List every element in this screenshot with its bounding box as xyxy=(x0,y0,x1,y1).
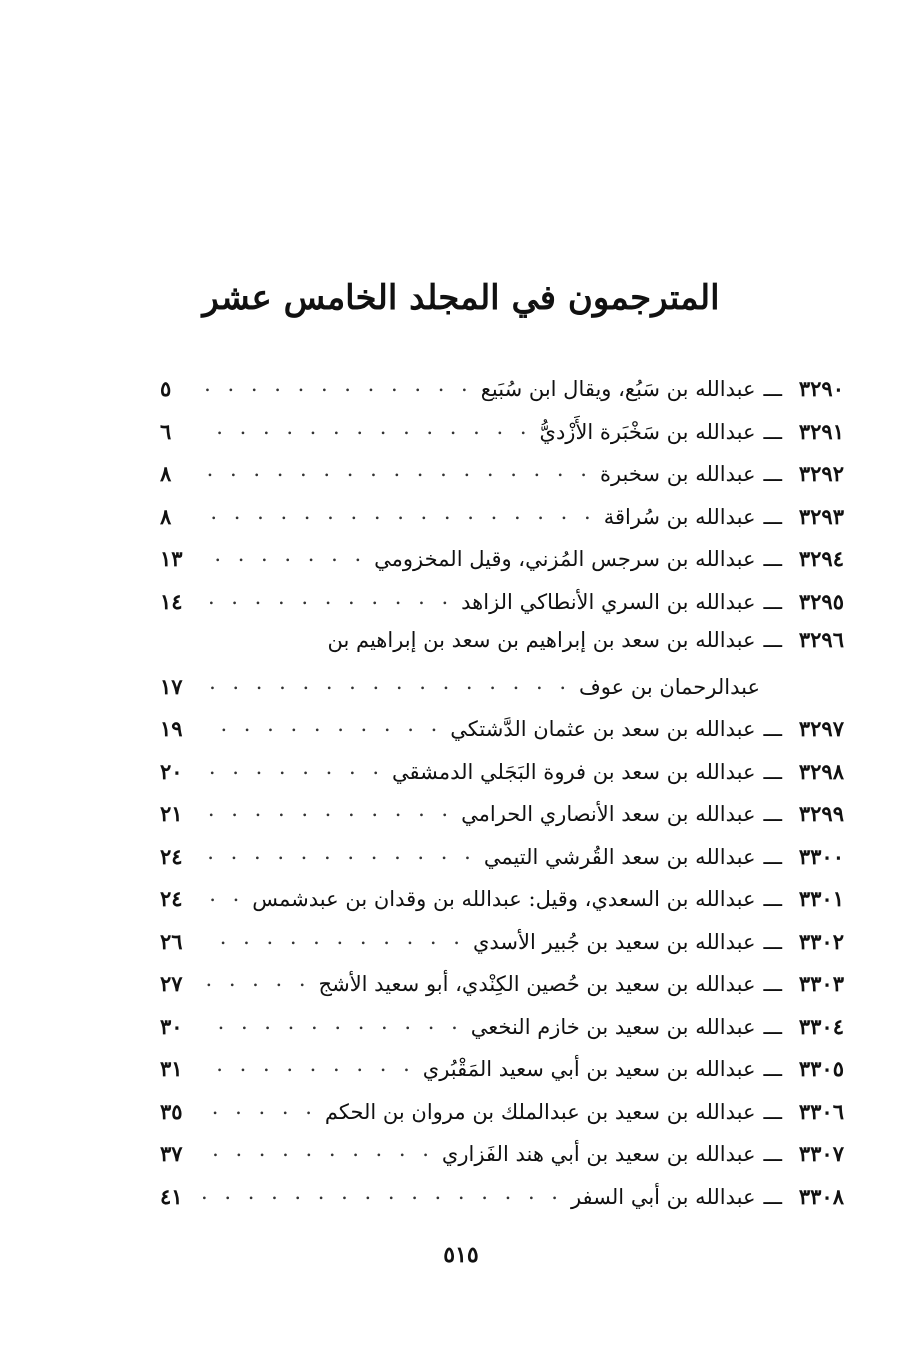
toc-entry xyxy=(160,797,844,840)
entry-page: ٢٧ xyxy=(160,971,183,996)
dot-leader xyxy=(202,755,384,779)
toc-entry xyxy=(160,967,844,1010)
entry-name: عبدالله بن سعيد بن حُصين الكِنْدي، أبو سعيد الأشج xyxy=(318,972,756,996)
dot-leader xyxy=(202,585,453,609)
entry-name: عبدالله بن سعيد بن جُبير الأسدي xyxy=(472,929,756,954)
entry-name: عبدالله بن أبي السفر xyxy=(570,1184,756,1209)
entry-dash: ـــ xyxy=(763,759,782,784)
dot-leader xyxy=(202,840,476,864)
entry-dash: ـــ xyxy=(763,929,782,954)
entry-number: ٣٣٠٢ xyxy=(798,928,844,954)
entry-dash: ـــ xyxy=(763,1099,782,1124)
dot-leader xyxy=(202,1095,317,1119)
toc-entry xyxy=(160,500,844,543)
entry-page: ٦ xyxy=(160,418,172,444)
entry-dash: ـــ xyxy=(763,1184,782,1209)
toc-entry xyxy=(160,1052,844,1095)
entry-number: ٣٣٠٨ xyxy=(798,1183,844,1209)
entry-page: ٥ xyxy=(160,376,172,401)
entry-name: عبدالله بن سعد بن عثمان الدَّشتكي xyxy=(450,717,756,741)
entry-dash: ـــ xyxy=(763,377,782,401)
entry-name: عبدالله بن سَخْبَرة الأَزْديُّ xyxy=(539,419,756,444)
toc-entry xyxy=(160,1095,844,1138)
entry-dash: ـــ xyxy=(763,1057,782,1081)
entry-dash: ـــ xyxy=(763,887,782,911)
dot-leader xyxy=(202,882,244,906)
entry-dash: ـــ xyxy=(763,717,782,741)
entry-name: عبدالله بن سعد بن فروة البَجَلي الدمشقي xyxy=(392,759,756,784)
dot-leader xyxy=(202,1137,434,1161)
entry-number: ٣٢٩٤ xyxy=(798,546,844,571)
entry-page: ١٤ xyxy=(160,588,183,614)
dot-leader xyxy=(202,925,465,949)
toc-entry xyxy=(160,457,844,500)
entry-number: ٣٣٠١ xyxy=(798,886,844,911)
toc-entry xyxy=(160,882,844,925)
toc-entry xyxy=(160,1137,844,1180)
toc-entry xyxy=(160,585,844,628)
toc-entry xyxy=(160,712,844,755)
entry-number: ٣٢٩٠ xyxy=(798,376,844,401)
dot-leader xyxy=(202,1180,563,1204)
page-title: المترجمون في المجلد الخامس عشر xyxy=(202,278,720,318)
entry-name: عبدالله بن سعد القُرشي التيمي xyxy=(483,844,756,869)
toc-entry xyxy=(160,1180,844,1223)
entry-page: ١٣ xyxy=(160,546,183,571)
entry-name: عبدالله بن سرجس المُزني، وقيل المخزومي xyxy=(374,547,756,571)
toc-entry xyxy=(160,627,844,670)
entry-name-continued: عبدالرحمان بن عوف xyxy=(579,674,760,699)
entry-number: ٣٢٩٨ xyxy=(798,758,844,784)
entry-number: ٣٢٩١ xyxy=(798,418,844,444)
entry-name: عبدالله بن سخبرة xyxy=(599,462,756,486)
entry-page: ٢١ xyxy=(160,801,183,826)
table-of-contents xyxy=(160,372,844,1222)
entry-dash: ـــ xyxy=(763,972,782,996)
entry-number: ٣٣٠٦ xyxy=(798,1098,844,1124)
entry-dash: ـــ xyxy=(763,802,782,826)
toc-entry xyxy=(160,840,844,883)
entry-dash: ـــ xyxy=(763,462,782,486)
entry-dash: ـــ xyxy=(763,1014,782,1039)
entry-dash: ـــ xyxy=(763,628,782,652)
entry-number: ٣٣٠٤ xyxy=(798,1013,844,1039)
entry-dash: ـــ xyxy=(763,1142,782,1166)
dot-leader xyxy=(202,797,453,821)
entry-page: ٤١ xyxy=(160,1183,183,1209)
entry-page: ٢٦ xyxy=(160,928,183,954)
dot-leader xyxy=(202,712,442,736)
entry-name: عبدالله بن سعيد بن أبي هند الفَزاري xyxy=(441,1142,756,1166)
entry-page: ١٧ xyxy=(160,673,183,699)
entry-number: ٣٣٠٠ xyxy=(798,843,844,869)
entry-dash: ـــ xyxy=(763,589,782,614)
entry-page: ٣٠ xyxy=(160,1013,183,1039)
entry-number: ٣٢٩٢ xyxy=(798,461,844,486)
entry-page: ٣١ xyxy=(160,1056,183,1081)
entry-page: ٨ xyxy=(160,461,172,486)
entry-number: ٣٣٠٣ xyxy=(798,971,844,996)
entry-page: ١٩ xyxy=(160,716,183,741)
entry-name: عبدالله بن السعدي، وقيل: عبدالله بن وقدان بن عبدشمس xyxy=(252,887,756,911)
page-number: ٥١٥ xyxy=(443,1242,479,1268)
entry-dash: ـــ xyxy=(763,504,782,529)
entry-page: ٢٤ xyxy=(160,843,183,869)
dot-leader xyxy=(202,1052,415,1076)
entry-number: ٣٢٩٦ xyxy=(798,627,844,652)
entry-number: ٣٢٩٥ xyxy=(798,588,844,614)
entry-number: ٣٣٠٥ xyxy=(798,1056,844,1081)
entry-name: عبدالله بن سعيد بن أبي سعيد المَقْبُري xyxy=(422,1057,756,1081)
toc-entry xyxy=(160,415,844,458)
entry-name: عبدالله بن سعيد بن خازم النخعي xyxy=(470,1014,756,1039)
dot-leader xyxy=(202,372,473,396)
dot-leader xyxy=(202,967,311,991)
toc-entry xyxy=(160,542,844,585)
entry-page: ٨ xyxy=(160,503,172,529)
entry-name: عبدالله بن سعد الأنصاري الحرامي xyxy=(461,802,756,826)
entry-dash: ـــ xyxy=(763,547,782,571)
entry-page: ٢٤ xyxy=(160,886,183,911)
entry-name: عبدالله بن السري الأنطاكي الزاهد xyxy=(461,589,756,614)
entry-number: ٣٢٩٩ xyxy=(798,801,844,826)
toc-entry-continuation xyxy=(160,670,844,713)
toc-entry xyxy=(160,1010,844,1053)
entry-name: عبدالله بن سعيد بن عبدالملك بن مروان بن الحكم xyxy=(324,1099,756,1124)
dot-leader xyxy=(202,457,592,481)
entry-number: ٣٢٩٧ xyxy=(798,716,844,741)
entry-page: ٣٧ xyxy=(160,1141,183,1166)
toc-entry xyxy=(160,925,844,968)
dot-leader xyxy=(202,670,571,694)
dot-leader xyxy=(202,415,532,439)
dot-leader xyxy=(202,1010,463,1034)
entry-dash: ـــ xyxy=(763,844,782,869)
toc-entry xyxy=(160,372,844,415)
entry-name: عبدالله بن سُراقة xyxy=(603,504,756,529)
entry-page: ٣٥ xyxy=(160,1098,183,1124)
entry-page: ٢٠ xyxy=(160,758,183,784)
entry-number: ٣٢٩٣ xyxy=(798,503,844,529)
entry-number: ٣٣٠٧ xyxy=(798,1141,844,1166)
entry-name: عبدالله بن سَبُع، ويقال ابن سُبَيع xyxy=(480,377,756,401)
dot-leader xyxy=(202,500,596,524)
entry-name: عبدالله بن سعد بن إبراهيم بن سعد بن إبراهيم بن xyxy=(327,628,756,652)
toc-entry xyxy=(160,755,844,798)
dot-leader xyxy=(202,542,366,566)
entry-dash: ـــ xyxy=(763,419,782,444)
